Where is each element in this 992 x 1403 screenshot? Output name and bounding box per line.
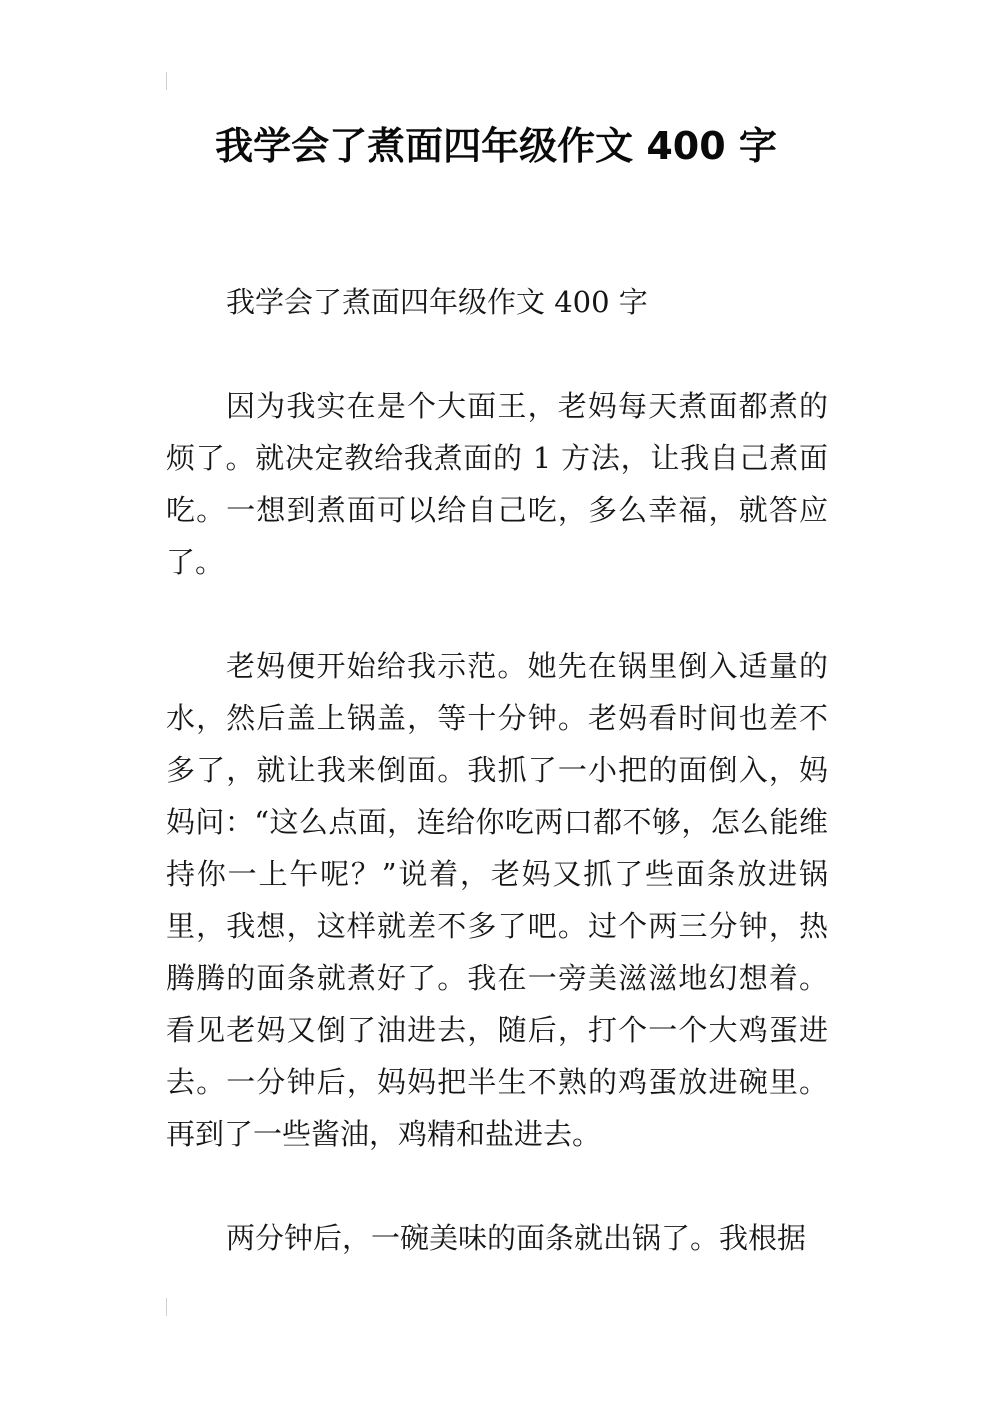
document-body [166,276,828,1316]
document-title: 我学会了煮面四年级作文 400 字 [215,124,777,168]
paragraph-1: 因为我实在是个大面王，老妈每天煮面都煮的烦了。就决定教给我煮面的 1 方法，让我自己煮面吃。一想到煮面可以给自己吃，多么幸福，就答应了。 [166,389,828,579]
paragraph-3: 两分钟后，一碗美味的面条就出锅了。我根据 [226,1221,807,1255]
paragraph-2: 老妈便开始给我示范。她先在锅里倒入适量的水，然后盖上锅盖，等十分钟。老妈看时间也差不多了，就让我来倒面。我抓了一小把的面倒入，妈妈问：“这么点面，连给你吃两口都不够，怎么能维持你一上午呢？”说着，老妈又抓了些面条放进锅里，我想，这样就差不多了吧。过个两三分钟，热腾腾的面条就煮好了。我在一旁美滋滋地幻想着。看见老妈又倒了油进去，随后，打个一个大鸡蛋进去。一分钟后，妈妈把半生不熟的鸡蛋放进碗里。再到了一些酱油，鸡精和盐进去。 [166,649,828,1151]
page-corner-mark-top [166,72,167,90]
document-subtitle: 我学会了煮面四年级作文 400 字 [226,285,648,319]
